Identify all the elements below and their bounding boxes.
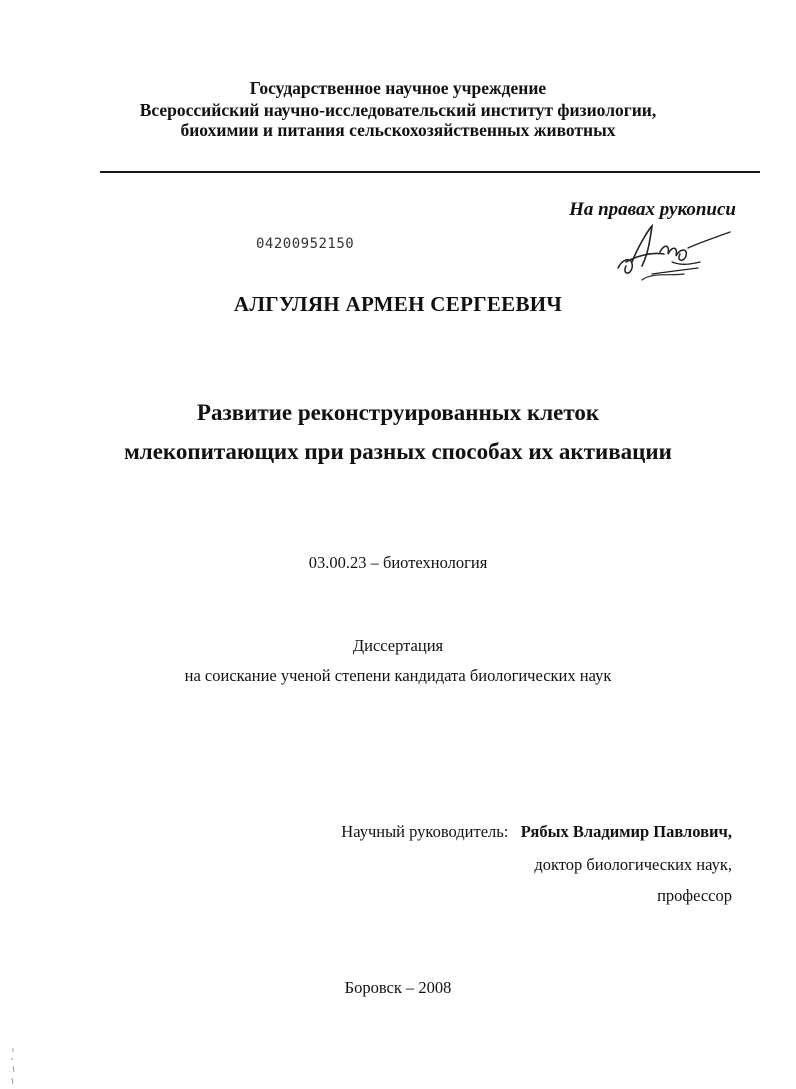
signature-image bbox=[612, 222, 737, 282]
supervisor-row bbox=[341, 822, 732, 842]
title-line-2: млекопитающих при разных способах их активации bbox=[124, 439, 672, 464]
institution-line-2: Всероссийский научно-исследовательский институт физиологии, bbox=[139, 100, 657, 120]
scan-specks bbox=[8, 1046, 18, 1086]
dissertation-degree: на соискание ученой степени кандидата биологических наук bbox=[184, 666, 612, 685]
header-rule bbox=[100, 171, 760, 173]
institution-line-3: биохимии и питания сельскохозяйственных животных bbox=[180, 120, 616, 140]
rights-note: На правах рукописи bbox=[569, 199, 736, 220]
institution-line-1: Государственное научное учреждение bbox=[249, 78, 547, 98]
supervisor-label: Научный руководитель: bbox=[341, 822, 509, 841]
supervisor-title: профессор bbox=[657, 886, 732, 905]
title-line-1: Развитие реконструированных клеток bbox=[196, 400, 600, 425]
specialty: 03.00.23 – биотехнология bbox=[308, 553, 488, 572]
supervisor-degree: доктор биологических наук, bbox=[534, 855, 732, 874]
author-name: АЛГУЛЯН АРМЕН СЕРГЕЕВИЧ bbox=[233, 292, 563, 316]
dissertation-label: Диссертация bbox=[352, 636, 444, 655]
supervisor-name: Рябых Владимир Павлович, bbox=[520, 822, 732, 841]
city-year: Боровск – 2008 bbox=[344, 978, 452, 997]
document-code: 04200952150 bbox=[256, 236, 355, 252]
